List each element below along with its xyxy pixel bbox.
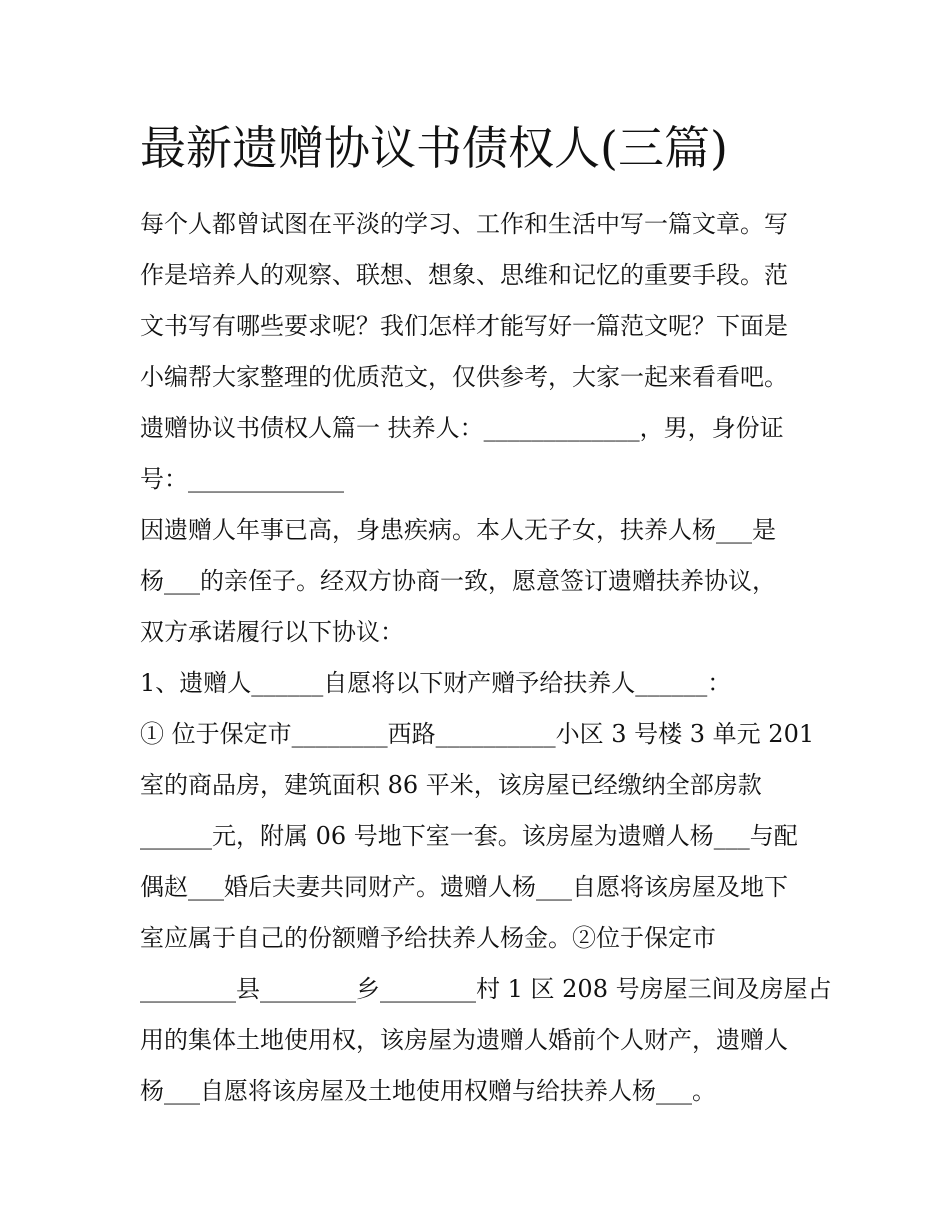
body-line: 杨___的亲侄子。经双方协商一致，愿意签订遗赠扶养协议， bbox=[140, 567, 776, 595]
body-line: 每个人都曾试图在平淡的学习、工作和生活中写一篇文章。写 bbox=[140, 210, 788, 238]
document-body bbox=[140, 199, 832, 1117]
body-line: 因遗赠人年事已高，身患疾病。本人无子女，扶养人杨___是 bbox=[140, 516, 776, 544]
body-line: 室的商品房，建筑面积 86 平米，该房屋已经缴纳全部房款 bbox=[140, 771, 762, 799]
body-line: 作是培养人的观察、联想、想象、思维和记忆的重要手段。范 bbox=[140, 261, 788, 289]
body-line: 1、遗赠人______自愿将以下财产赠予给扶养人______： bbox=[140, 669, 732, 697]
body-line: ________县________乡________村 1 区 208 号房屋三间及房屋占 bbox=[140, 975, 832, 1003]
body-line: 室应属于自己的份额赠予给扶养人杨金。②位于保定市 bbox=[140, 924, 716, 952]
document-title: 最新遗赠协议书债权人(三篇) bbox=[140, 121, 728, 175]
body-line: 文书写有哪些要求呢？我们怎样才能写好一篇范文呢？下面是 bbox=[140, 312, 788, 340]
body-line: ① 位于保定市________西路__________小区 3 号楼 3 单元 201 bbox=[140, 720, 815, 748]
body-line: 遗赠协议书债权人篇一 扶养人：_____________，男，身份证 bbox=[140, 414, 784, 442]
body-line: ______元，附属 06 号地下室一套。该房屋为遗赠人杨___与配 bbox=[140, 822, 798, 850]
body-line: 双方承诺履行以下协议： bbox=[140, 618, 404, 646]
body-line: 杨___自愿将该房屋及土地使用权赠与给扶养人杨___。 bbox=[140, 1077, 716, 1105]
body-line: 用的集体土地使用权，该房屋为遗赠人婚前个人财产，遗赠人 bbox=[140, 1026, 788, 1054]
body-line: 偶赵___婚后夫妻共同财产。遗赠人杨___自愿将该房屋及地下 bbox=[140, 873, 788, 901]
body-line: 号：_____________ bbox=[140, 465, 344, 493]
body-line: 小编帮大家整理的优质范文，仅供参考，大家一起来看看吧。 bbox=[140, 363, 788, 391]
